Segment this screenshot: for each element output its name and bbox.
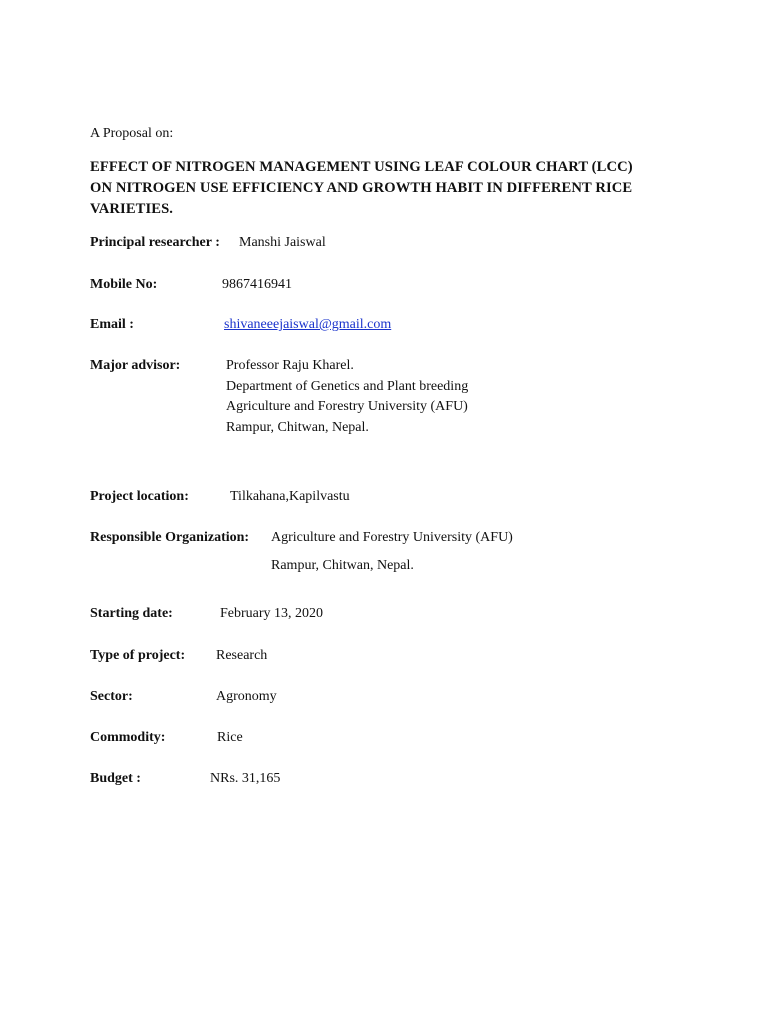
mobile-label: Mobile No: [90,277,158,292]
project-location-label: Project location: [90,489,189,504]
starting-date-value: February 13, 2020 [220,606,324,621]
mobile-value: 9867416941 [222,277,292,292]
sector-value: Agronomy [216,689,277,704]
organization-line: Agriculture and Forestry University (AFU) [271,530,513,545]
title-line: EFFECT OF NITROGEN MANAGEMENT USING LEAF COLOUR CHART (LCC) [90,159,633,175]
commodity-label: Commodity: [90,730,166,745]
advisor-line: Department of Genetics and Plant breeding [226,378,469,394]
sector-label: Sector: [90,689,133,704]
project-type-value: Research [216,648,268,663]
advisor-line: Professor Raju Kharel. [226,358,354,373]
principal-researcher-label: Principal researcher : [90,235,220,250]
starting-date-label: Starting date: [90,606,173,621]
major-advisor-label: Major advisor: [90,358,181,373]
intro-text: A Proposal on: [90,126,174,141]
budget-value: NRs. 31,165 [210,771,281,786]
principal-researcher-value: Manshi Jaiswal [239,235,326,250]
proposal-title [90,157,680,220]
project-location-value: Tilkahana,Kapilvastu [230,489,350,504]
email-label: Email : [90,317,134,332]
organization-line: Rampur, Chitwan, Nepal. [271,558,414,573]
email-link[interactable]: shivaneeejaiswal@gmail.com [224,317,392,332]
responsible-organization-label: Responsible Organization: [90,530,250,545]
title-line: ON NITROGEN USE EFFICIENCY AND GROWTH HABIT IN DIFFERENT RICE [90,180,633,196]
title-line: VARIETIES. [90,201,174,217]
project-type-label: Type of project: [90,648,186,663]
commodity-value: Rice [217,730,243,745]
advisor-line: Agriculture and Forestry University (AFU) [226,399,468,414]
major-advisor-details [226,356,468,438]
budget-label: Budget : [90,771,141,786]
advisor-line: Rampur, Chitwan, Nepal. [226,419,369,435]
